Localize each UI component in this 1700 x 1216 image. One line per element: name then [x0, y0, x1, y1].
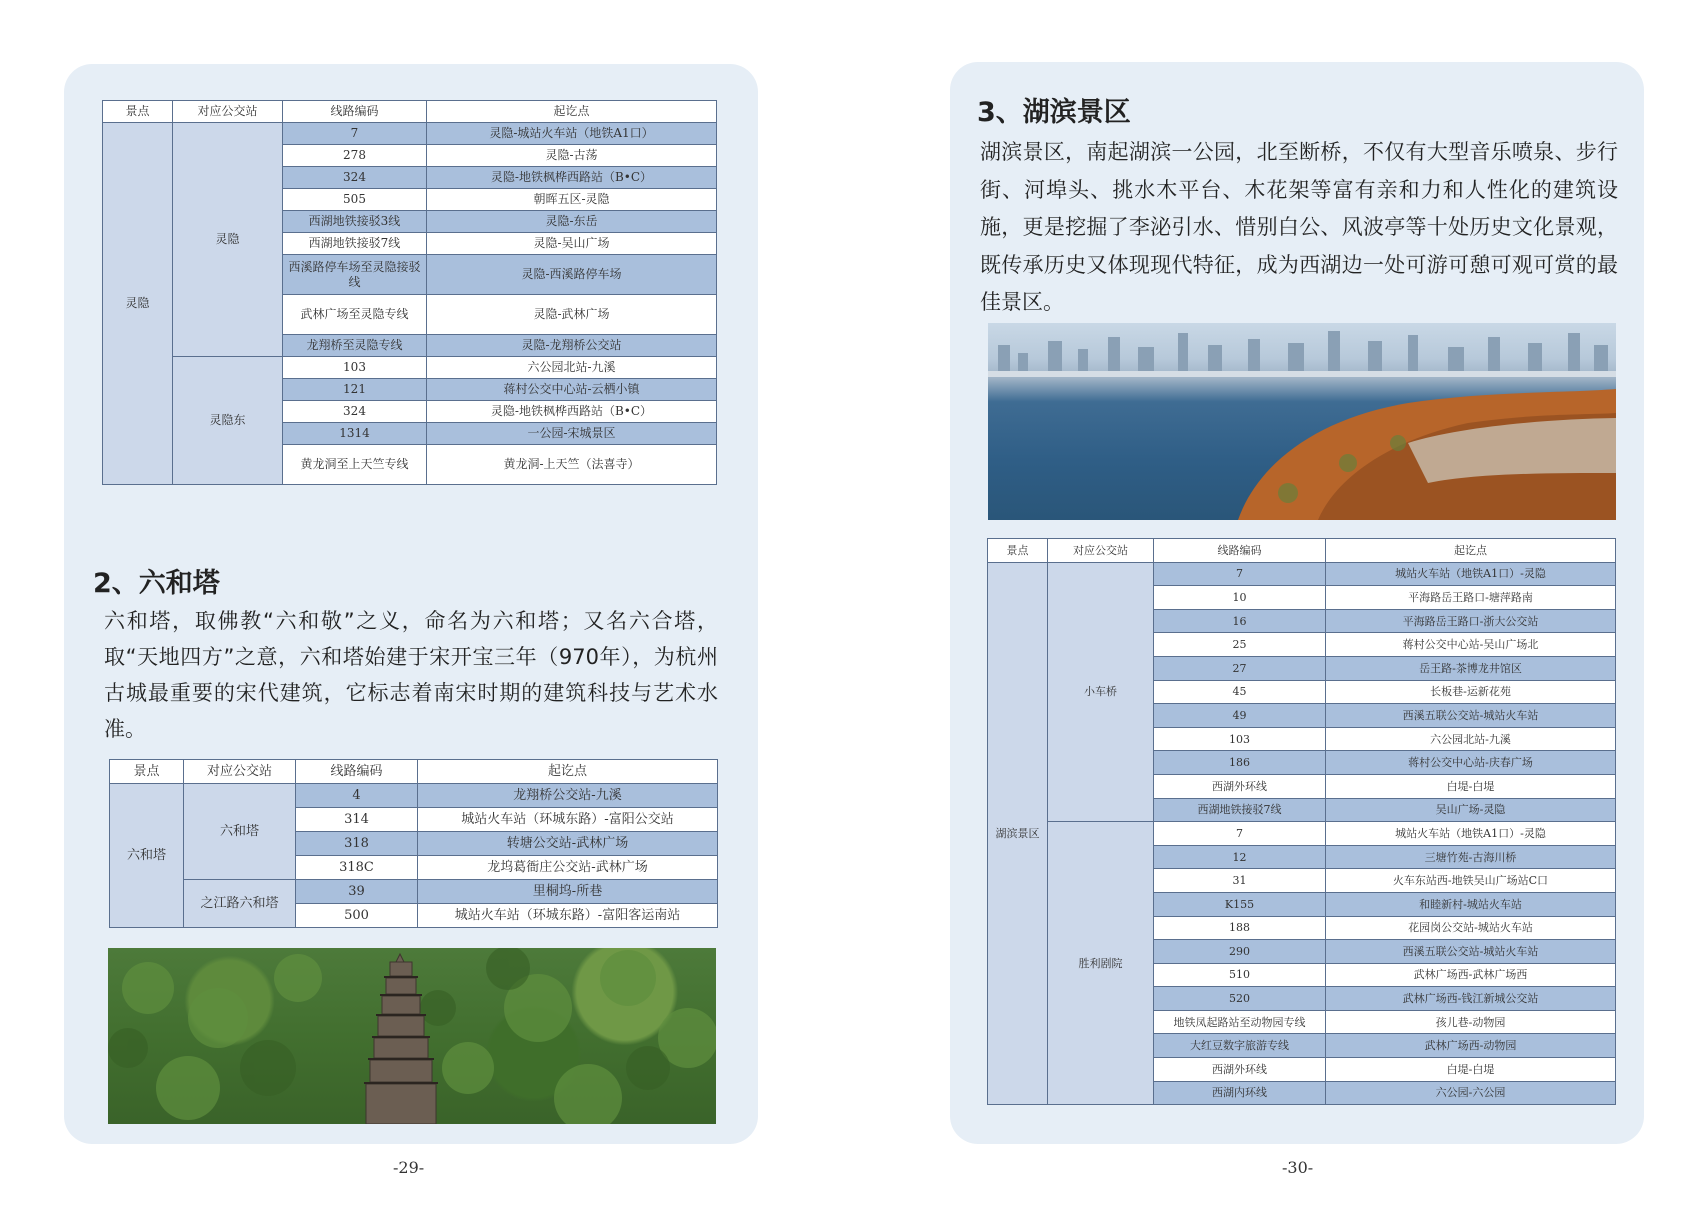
- route-cell: 灵隐-地铁枫桦西路站（B•C）: [427, 167, 717, 189]
- code-cell: 318C: [296, 856, 418, 880]
- route-cell: 西溪五联公交站-城站火车站: [1326, 704, 1616, 728]
- route-cell: 平海路岳王路口-塘萍路南: [1326, 586, 1616, 610]
- route-cell: 花园岗公交站-城站火车站: [1326, 916, 1616, 940]
- route-cell: 龙翔桥公交站-九溪: [418, 784, 718, 808]
- page-number-left: -29-: [393, 1158, 425, 1177]
- section-title-hubin: 3、湖滨景区: [977, 97, 1131, 128]
- header-scenic: 景点: [988, 539, 1048, 563]
- code-cell: 314: [296, 808, 418, 832]
- code-cell: 西湖外环线: [1154, 774, 1326, 798]
- header-route: 起讫点: [418, 760, 718, 784]
- lingyin-bus-table: [102, 100, 717, 485]
- code-cell: 西湖内环线: [1154, 1081, 1326, 1105]
- header-code: 线路编码: [1154, 539, 1326, 563]
- route-cell: 城站火车站（环城东路）-富阳客运南站: [418, 904, 718, 928]
- code-cell: 地铁凤起路站至动物园专线: [1154, 1010, 1326, 1034]
- table-row: [110, 880, 718, 904]
- code-cell: 49: [1154, 704, 1326, 728]
- route-cell: 灵隐-东岳: [427, 211, 717, 233]
- table-row: [988, 562, 1616, 586]
- code-cell: 25: [1154, 633, 1326, 657]
- scenic-cell: 六和塔: [110, 784, 184, 928]
- route-cell: 蒋村公交中心站-庆春广场: [1326, 751, 1616, 775]
- table-row: [103, 123, 717, 145]
- route-cell: 岳王路-茶博龙井馆区: [1326, 656, 1616, 680]
- route-cell: 城站火车站（地铁A1口）-灵隐: [1326, 822, 1616, 846]
- route-cell: 六公园北站-九溪: [427, 357, 717, 379]
- route-cell: 长板巷-运新花苑: [1326, 680, 1616, 704]
- route-cell: 灵隐-西溪路停车场: [427, 255, 717, 295]
- table-header-row: [988, 539, 1616, 563]
- station-cell: 灵隐: [173, 123, 283, 357]
- code-cell: 西溪路停车场至灵隐接驳线: [283, 255, 427, 295]
- route-cell: 灵隐-吴山广场: [427, 233, 717, 255]
- page-number-right: -30-: [1282, 1158, 1314, 1177]
- west-lake-photo: [988, 323, 1616, 520]
- code-cell: 103: [283, 357, 427, 379]
- header-scenic: 景点: [110, 760, 184, 784]
- route-cell: 灵隐-古荡: [427, 145, 717, 167]
- section-title-liuhe-pagoda: 2、六和塔: [93, 568, 220, 599]
- scenic-cell: 湖滨景区: [988, 562, 1048, 1105]
- station-cell: 胜利剧院: [1048, 822, 1154, 1105]
- code-cell: 121: [283, 379, 427, 401]
- header-station: 对应公交站: [1048, 539, 1154, 563]
- route-cell: 武林广场西-钱江新城公交站: [1326, 987, 1616, 1011]
- route-cell: 武林广场西-动物园: [1326, 1034, 1616, 1058]
- code-cell: 186: [1154, 751, 1326, 775]
- route-cell: 城站火车站（地铁A1口）-灵隐: [1326, 562, 1616, 586]
- code-cell: 西湖地铁接驳7线: [1154, 798, 1326, 822]
- code-cell: 7: [1154, 822, 1326, 846]
- code-cell: 505: [283, 189, 427, 211]
- route-cell: 蒋村公交中心站-吴山广场北: [1326, 633, 1616, 657]
- code-cell: 西湖外环线: [1154, 1058, 1326, 1082]
- station-cell: 之江路六和塔: [184, 880, 296, 928]
- section-text-liuhe-pagoda: 六和塔，取佛教“六和敬”之义，命名为六和塔；又名六合塔，取“天地四方”之意，六和塔始建于宋开宝三年（970年），为杭州古城最重要的宋代建筑，它标志着南宋时期的建筑科技与艺术水准。: [104, 609, 718, 741]
- route-cell: 一公园-宋城景区: [427, 423, 717, 445]
- code-cell: 黄龙洞至上天竺专线: [283, 445, 427, 485]
- table-row: [103, 357, 717, 379]
- route-cell: 火车东站西-地铁吴山广场站C口: [1326, 869, 1616, 893]
- route-cell: 武林广场西-武林广场西: [1326, 963, 1616, 987]
- pagoda-illustration: [108, 948, 716, 1124]
- route-cell: 朝晖五区-灵隐: [427, 189, 717, 211]
- code-cell: K155: [1154, 892, 1326, 916]
- code-cell: 45: [1154, 680, 1326, 704]
- code-cell: 520: [1154, 987, 1326, 1011]
- code-cell: 318: [296, 832, 418, 856]
- route-cell: 转塘公交站-武林广场: [418, 832, 718, 856]
- route-cell: 蒋村公交中心站-云栖小镇: [427, 379, 717, 401]
- header-route: 起讫点: [427, 101, 717, 123]
- code-cell: 西湖地铁接驳3线: [283, 211, 427, 233]
- code-cell: 290: [1154, 940, 1326, 964]
- section-text-hubin: 湖滨景区，南起湖滨一公园，北至断桥，不仅有大型音乐喷泉、步行街、河埠头、挑水木平台、木花架等富有亲和力和人性化的建筑设施，更是挖掘了李泌引水、惜别白公、风波亭等十处历史文化景观，既传承历史又体现现代特征，成为西湖边一处可游可憩可观可赏的最佳景区。: [980, 140, 1618, 314]
- header-code: 线路编码: [296, 760, 418, 784]
- route-cell: 龙坞葛衙庄公交站-武林广场: [418, 856, 718, 880]
- header-route: 起讫点: [1326, 539, 1616, 563]
- route-cell: 城站火车站（环城东路）-富阳公交站: [418, 808, 718, 832]
- route-cell: 黄龙洞-上天竺（法喜寺）: [427, 445, 717, 485]
- code-cell: 4: [296, 784, 418, 808]
- route-cell: 三塘竹苑-古海川桥: [1326, 845, 1616, 869]
- code-cell: 12: [1154, 845, 1326, 869]
- header-station: 对应公交站: [173, 101, 283, 123]
- route-cell: 平海路岳王路口-浙大公交站: [1326, 609, 1616, 633]
- code-cell: 31: [1154, 869, 1326, 893]
- code-cell: 500: [296, 904, 418, 928]
- liuhe-pagoda-photo: [108, 948, 716, 1124]
- route-cell: 灵隐-武林广场: [427, 295, 717, 335]
- liuhe-bus-table: [109, 759, 718, 928]
- route-cell: 六公园北站-九溪: [1326, 727, 1616, 751]
- lake-illustration: [988, 323, 1616, 520]
- station-cell: 灵隐东: [173, 357, 283, 485]
- code-cell: 324: [283, 401, 427, 423]
- code-cell: 龙翔桥至灵隐专线: [283, 335, 427, 357]
- code-cell: 7: [1154, 562, 1326, 586]
- station-cell: 小车桥: [1048, 562, 1154, 822]
- code-cell: 103: [1154, 727, 1326, 751]
- scenic-cell: 灵隐: [103, 123, 173, 485]
- code-cell: 1314: [283, 423, 427, 445]
- route-cell: 灵隐-地铁枫桦西路站（B•C）: [427, 401, 717, 423]
- header-scenic: 景点: [103, 101, 173, 123]
- route-cell: 和睦新村-城站火车站: [1326, 892, 1616, 916]
- station-cell: 六和塔: [184, 784, 296, 880]
- code-cell: 大红豆数字旅游专线: [1154, 1034, 1326, 1058]
- route-cell: 灵隐-龙翔桥公交站: [427, 335, 717, 357]
- table-row: [988, 822, 1616, 846]
- code-cell: 324: [283, 167, 427, 189]
- route-cell: 灵隐-城站火车站（地铁A1口）: [427, 123, 717, 145]
- code-cell: 10: [1154, 586, 1326, 610]
- code-cell: 西湖地铁接驳7线: [283, 233, 427, 255]
- code-cell: 188: [1154, 916, 1326, 940]
- route-cell: 白堤-白堤: [1326, 1058, 1616, 1082]
- code-cell: 武林广场至灵隐专线: [283, 295, 427, 335]
- header-station: 对应公交站: [184, 760, 296, 784]
- header-code: 线路编码: [283, 101, 427, 123]
- code-cell: 278: [283, 145, 427, 167]
- route-cell: 吴山广场-灵隐: [1326, 798, 1616, 822]
- code-cell: 27: [1154, 656, 1326, 680]
- route-cell: 里桐坞-所巷: [418, 880, 718, 904]
- route-cell: 白堤-白堤: [1326, 774, 1616, 798]
- hubin-bus-table: [987, 538, 1616, 1105]
- route-cell: 西溪五联公交站-城站火车站: [1326, 940, 1616, 964]
- table-header-row: [110, 760, 718, 784]
- code-cell: 510: [1154, 963, 1326, 987]
- code-cell: 16: [1154, 609, 1326, 633]
- route-cell: 六公园-六公园: [1326, 1081, 1616, 1105]
- table-header-row: [103, 101, 717, 123]
- table-row: [110, 784, 718, 808]
- route-cell: 孩儿巷-动物园: [1326, 1010, 1616, 1034]
- code-cell: 39: [296, 880, 418, 904]
- code-cell: 7: [283, 123, 427, 145]
